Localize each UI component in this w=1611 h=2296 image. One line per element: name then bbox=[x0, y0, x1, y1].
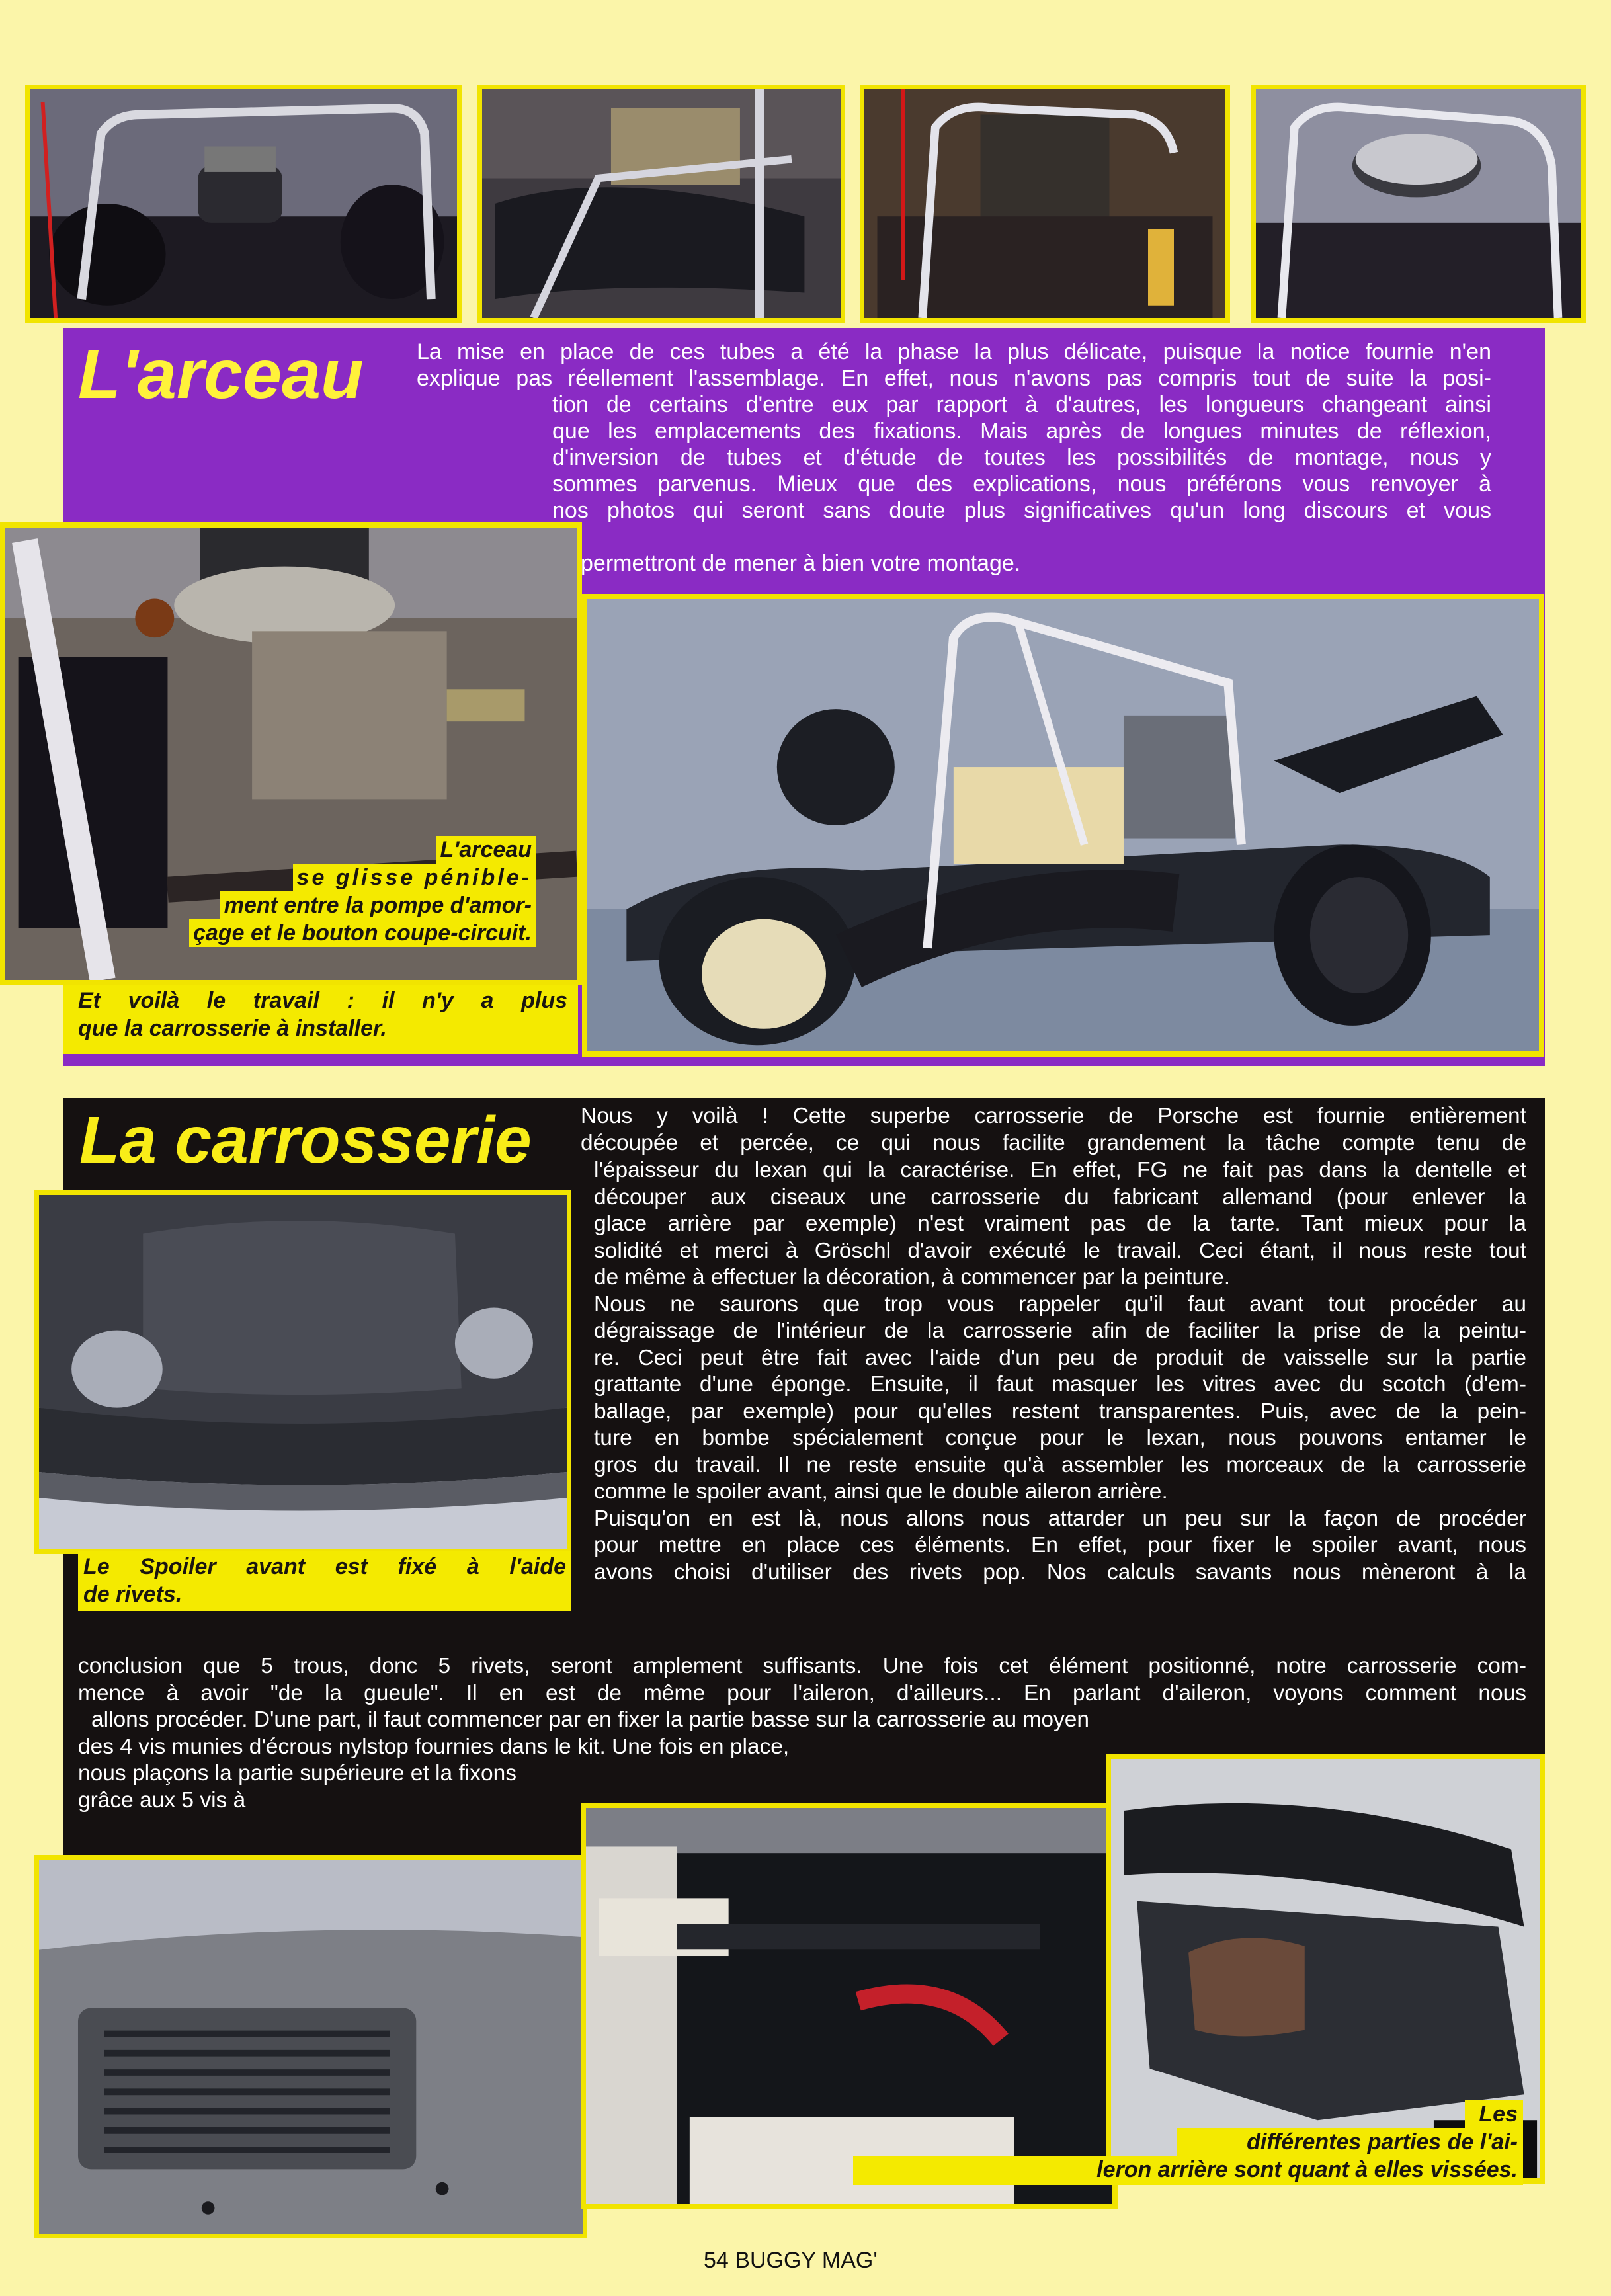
rear-grille-photo-image bbox=[39, 1860, 583, 2234]
carrosserie-body-full bbox=[78, 1653, 1526, 1707]
body-line: que les emplacements des fixations. Mais après de longues minutes de réflexion, bbox=[552, 419, 1491, 444]
body-line: explique pas réellement l'assemblage. En effet, nous n'avons pas compris tout de suite la posi- bbox=[417, 366, 1491, 391]
body-line: glace arrière par exemple) n'est vraiment pas de la tarte. Tant mieux pour la bbox=[594, 1211, 1526, 1236]
body-line: nous plaçons la partie supérieure et la fixons bbox=[78, 1761, 516, 1785]
body-line: des 4 vis munies d'écrous nylstop fournies dans le kit. Une fois en place, bbox=[78, 1734, 790, 1759]
body-line: ballage, par exemple) pour qu'elles restent transparentes. Puis, avec de la pein- bbox=[594, 1399, 1526, 1424]
photo-rollcage-2 bbox=[477, 85, 845, 323]
photo-rollcage-3 bbox=[860, 85, 1230, 323]
body-line: Puisqu'on en est là, nous allons nous attarder un peu sur la façon de procéder bbox=[594, 1506, 1526, 1531]
body-line: sommes parvenus. Mieux que des explications, nous préférons vous renvoyer à bbox=[552, 472, 1491, 497]
caption-line: différentes parties de l'ai- bbox=[1247, 2129, 1518, 2154]
body-line: comme le spoiler avant, ainsi que le double aileron arrière. bbox=[594, 1479, 1168, 1504]
body-line: tion de certains d'entre eux par rapport à d'autres, les longueurs changeant ainsi bbox=[552, 392, 1491, 417]
carrosserie-body-text-2 bbox=[594, 1157, 1526, 1586]
body-line: d'inversion de tubes et d'étude de toutes les possibilités de montage, nous y bbox=[552, 445, 1491, 470]
body-line: mence à avoir "de la gueule". Il en est de même pour l'aileron, d'ailleurs... En parlant d'aileron, voyons comment nous bbox=[78, 1680, 1526, 1705]
body-line: découpée et percée, ce qui nous facilite grandement la tâche compte tenu de bbox=[581, 1130, 1526, 1155]
body-line: l'épaisseur du lexan qui la caractérise. En effet, FG ne fait pas dans la dentelle et bbox=[594, 1158, 1526, 1182]
body-line: permettront de mener à bien votre montage. bbox=[581, 551, 1021, 576]
caption-rear-wing bbox=[853, 2100, 1518, 2184]
arceau-body-last-line bbox=[581, 550, 1176, 577]
caption-line: ment entre la pompe d'amor- bbox=[220, 891, 536, 919]
engine-top-photo-image bbox=[864, 89, 1225, 318]
caption-line: L'arceau bbox=[436, 836, 536, 864]
body-line: découper aux ciseaux une carrosserie du fabricant allemand (pour enlever la bbox=[594, 1184, 1526, 1210]
arceau-body-text-indented bbox=[552, 391, 1491, 524]
body-line: dégraissage de l'intérieur de la carrosserie afin de faciliter la prise de la peintu- bbox=[594, 1319, 1526, 1343]
caption-line: se glisse pénible- bbox=[293, 864, 536, 891]
body-line: avons choisi d'utiliser des rivets pop. Nos calculs savants nous mèneront à la bbox=[594, 1559, 1526, 1584]
body-line: La mise en place de ces tubes a été la phase la plus délicate, puisque la notice fournie n'en bbox=[417, 339, 1491, 364]
section-title-carrosserie: La carrosserie bbox=[79, 1103, 532, 1177]
caption-rollcage-fit-text bbox=[165, 836, 536, 947]
body-line: de même à effectuer la décoration, à commencer par la peinture. bbox=[594, 1265, 1231, 1290]
caption-line: que la carrosserie à installer. bbox=[78, 1016, 387, 1041]
arceau-body-text bbox=[417, 339, 1491, 391]
caption-spoiler bbox=[83, 1553, 566, 1608]
section-title-arceau: L'arceau bbox=[78, 335, 364, 413]
page-footer-label: 54 BUGGY MAG' bbox=[704, 2248, 878, 2273]
body-line: conclusion que 5 trous, donc 5 rivets, seront amplement suffisants. Une fois cet élément positionné, notre carrosserie com- bbox=[78, 1654, 1526, 1678]
caption-line: Et voilà le travail : il n'y a plus bbox=[78, 988, 567, 1013]
photo-rollcage-4 bbox=[1251, 85, 1586, 323]
spoiler-photo-image bbox=[39, 1195, 567, 1549]
photo-rollcage-1 bbox=[25, 85, 462, 323]
chassis-photo-image bbox=[587, 599, 1539, 1051]
body-line: grâce aux 5 vis à bbox=[78, 1787, 246, 1813]
caption-line: Le Spoiler avant est fixé à l'aide bbox=[83, 1554, 566, 1579]
body-line: pour mettre en place ces éléments. En effet, pour fixer le spoiler avant, nous bbox=[594, 1533, 1526, 1557]
photo-front-spoiler bbox=[34, 1190, 571, 1554]
body-line: gros du travail. Il ne reste ensuite qu'à assembler les morceaux de la carrosserie bbox=[594, 1452, 1526, 1477]
body-line: ture en bombe spécialement conçue pour le lexan, nous pouvons entamer le bbox=[594, 1426, 1526, 1450]
body-line: Nous ne saurons que trop vous rappeler qu'il faut avant tout procéder au bbox=[594, 1292, 1526, 1317]
body-line: allons procéder. D'une part, il faut commencer par en fixer la partie basse sur la carrosserie au moyen bbox=[91, 1707, 1090, 1732]
body-line: solidité et merci à Gröschl d'avoir exécuté le travail. Ceci étant, il nous reste tout bbox=[594, 1238, 1526, 1263]
body-line: Nous y voilà ! Cette superbe carrosserie de Porsche est fournie entièrement bbox=[581, 1104, 1526, 1128]
caption-work-done bbox=[78, 987, 567, 1042]
carrosserie-body-text bbox=[581, 1103, 1526, 1157]
body-line: re. Ceci peut être fait avec l'aide d'un peu de produit de vaisselle sur la partie bbox=[594, 1345, 1526, 1370]
photo-chassis-complete bbox=[582, 594, 1544, 1057]
caption-line: çage et le bouton coupe-circuit. bbox=[189, 919, 536, 947]
body-line: grattante d'une éponge. Ensuite, il faut masquer les vitres avec du scotch (d'em- bbox=[594, 1372, 1526, 1397]
body-line: nos photos qui seront sans doute plus significatives qu'un long discours et vous bbox=[552, 498, 1491, 523]
rollcage-photo-image bbox=[30, 89, 457, 318]
photo-rear-grille bbox=[34, 1855, 587, 2238]
airfilter-photo-image bbox=[1256, 89, 1581, 318]
caption-line: Les bbox=[1479, 2102, 1518, 2127]
caption-line: de rivets. bbox=[83, 1582, 183, 1607]
engine-photo-image bbox=[482, 89, 841, 318]
caption-line: leron arrière sont quant à elles vissées. bbox=[1096, 2157, 1518, 2182]
